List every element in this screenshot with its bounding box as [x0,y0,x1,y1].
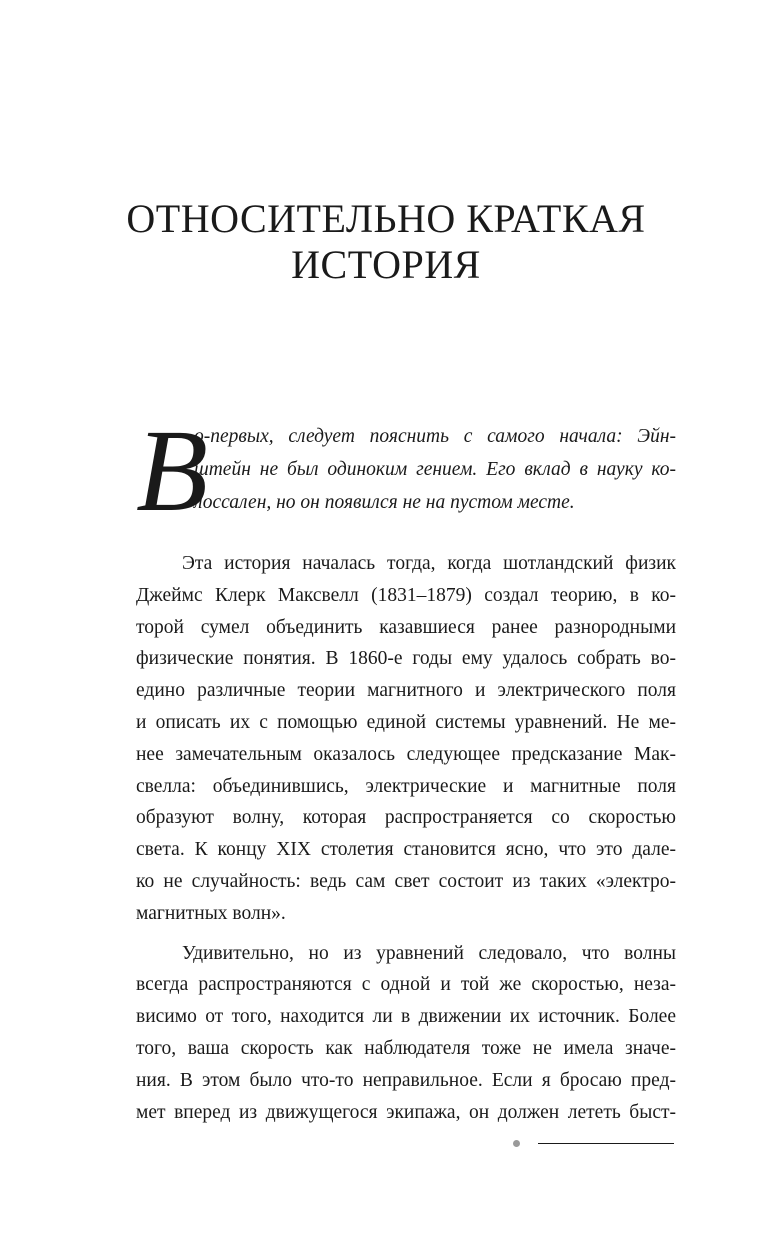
text-line: того, ваша скорость как наблюдателя тоже не имела значе- [136,1037,676,1059]
text-line: мет вперед из движущегося экипажа, он должен лететь быст- [136,1101,676,1123]
text-line: магнитных волн». [136,902,286,924]
text-line: образуют волну, которая распространяется со скоростью [136,807,676,829]
text-line: Удивительно, но из уравнений следовало, что волны [182,942,676,964]
body-text [136,548,676,1136]
footer-rule [538,1143,674,1144]
intro-line: лоссален, но он появился не на пустом месте. [194,492,575,513]
chapter-title-line-2: ИСТОРИЯ [291,242,481,287]
text-line: торой сумел объединить казавшиеся ранее разнородными [136,616,676,638]
text-line: Эта история началась тогда, когда шотландский физик [182,553,676,574]
footer-dot [513,1140,520,1147]
paragraph-1 [136,548,676,930]
text-line: физические понятия. В 1860-е годы ему удалось собрать во- [136,648,676,670]
text-line: всегда распространяются с одной и той же скоростью, неза- [136,974,676,996]
text-line: висимо от того, находится ли в движении их источник. Более [136,1006,676,1028]
text-line: ния. В этом было что-то неправильное. Если я бросаю пред- [136,1069,676,1091]
text-line: света. К концу XIX столетия становится ясно, что это дале- [136,839,676,861]
drop-cap: В [136,405,209,536]
intro-text [136,420,676,519]
intro-paragraph [136,405,676,536]
text-line: свелла: объединившись, электрические и магнитные поля [136,775,676,797]
intro-line: о-первых, следует пояснить с самого начала: Эйн- [194,426,676,447]
text-line: едино различные теории магнитного и электрического поля [136,680,676,702]
text-line: ко не случайность: ведь сам свет состоит из таких «электро- [136,870,676,892]
text-line: и описать их с помощью единой системы уравнений. Не ме- [136,711,676,733]
intro-line: штейн не был одиноким гением. Его вклад в науку ко- [194,459,676,480]
text-line: нее замечательным оказалось следующее предсказание Мак- [136,743,676,765]
chapter-title [96,196,676,288]
paragraph-2 [136,938,676,1129]
chapter-title-line-1: ОТНОСИТЕЛЬНО КРАТКАЯ [126,196,646,241]
text-line: Джеймс Клерк Максвелл (1831–1879) создал теорию, в ко- [136,584,676,606]
